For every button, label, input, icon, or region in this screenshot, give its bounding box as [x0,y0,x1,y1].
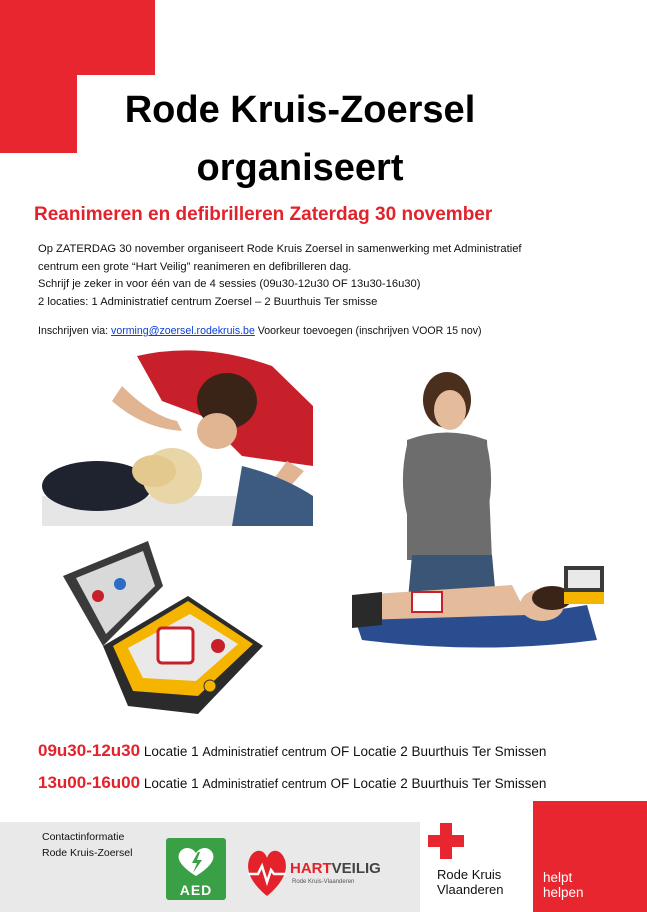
signup-suffix: Voorkeur toevoegen (inschrijven VOOR 15 nov) [254,325,482,337]
schedule-location1: Locatie 1 [140,776,203,791]
contact-org: Rode Kruis-Zoersel [42,847,133,859]
hartveilig-logo [246,838,406,900]
hartveilig-heart-icon [246,838,288,900]
page-title-line2: organiseert [196,147,404,189]
contact-label: Contactinformatie [42,831,125,843]
hartveilig-subtitle: Rode Kruis-Vlaanderen [292,879,355,885]
rkv-line2: Vlaanderen [437,882,504,897]
signup-prefix: Inschrijven via: [38,325,112,337]
description-line: Schrijf je zeker in voor één van de 4 sessies (09u30-12u30 OF 13u30-16u30) [38,278,421,290]
hartveilig-wordmark [290,860,381,877]
signup-email-link[interactable]: vorming@zoersel.rodekruis.be [111,325,255,337]
contact-info [42,829,132,861]
slogan-line2: helpen [543,885,584,900]
signup-line [38,325,482,337]
schedule-location1-name: Administratief centrum [202,745,327,759]
cpr-demonstration-photo [352,370,610,650]
schedule-time: 09u30-12u30 [38,741,141,760]
schedule-location1: Locatie 1 [140,744,203,759]
schedule-location1-name: Administratief centrum [202,777,327,791]
event-subtitle: Reanimeren en defibrilleren Zaterdag 30 november [34,204,493,225]
schedule-location2: OF Locatie 2 Buurthuis Ter Smissen [326,776,547,791]
schedule-row [38,741,546,761]
schedule-time: 13u00-16u00 [38,773,141,792]
slogan-line1: helpt [543,870,573,885]
description-line: centrum een grote “Hart Veilig” reanimeren en defibrilleren dag. [38,260,352,273]
rkv-line1: Rode Kruis [437,867,502,882]
description-line: Op ZATERDAG 30 november organiseert Rode Kruis Zoersel in samenwerking met Administratief [38,243,522,255]
red-corner-block-top [0,0,155,75]
aed-device-photo [58,536,268,716]
red-cross-icon [428,823,464,859]
hartveilig-wordmark-part2: VEILIG [331,860,381,877]
schedule-location2: OF Locatie 2 Buurthuis Ter Smissen [326,744,547,759]
event-description [38,241,618,311]
hartveilig-wordmark-part1: HART [290,860,332,877]
slogan [543,870,584,900]
cpr-mannequin-photo [42,346,313,526]
schedule-row [38,773,546,793]
aed-label: AED [179,882,213,898]
description-line: 2 locaties: 1 Administratief centrum Zoersel – 2 Buurthuis Ter smisse [38,295,378,308]
aed-logo [166,838,226,900]
page-title-line1: Rode Kruis-Zoersel [124,89,476,131]
rode-kruis-vlaanderen-label [437,867,504,897]
